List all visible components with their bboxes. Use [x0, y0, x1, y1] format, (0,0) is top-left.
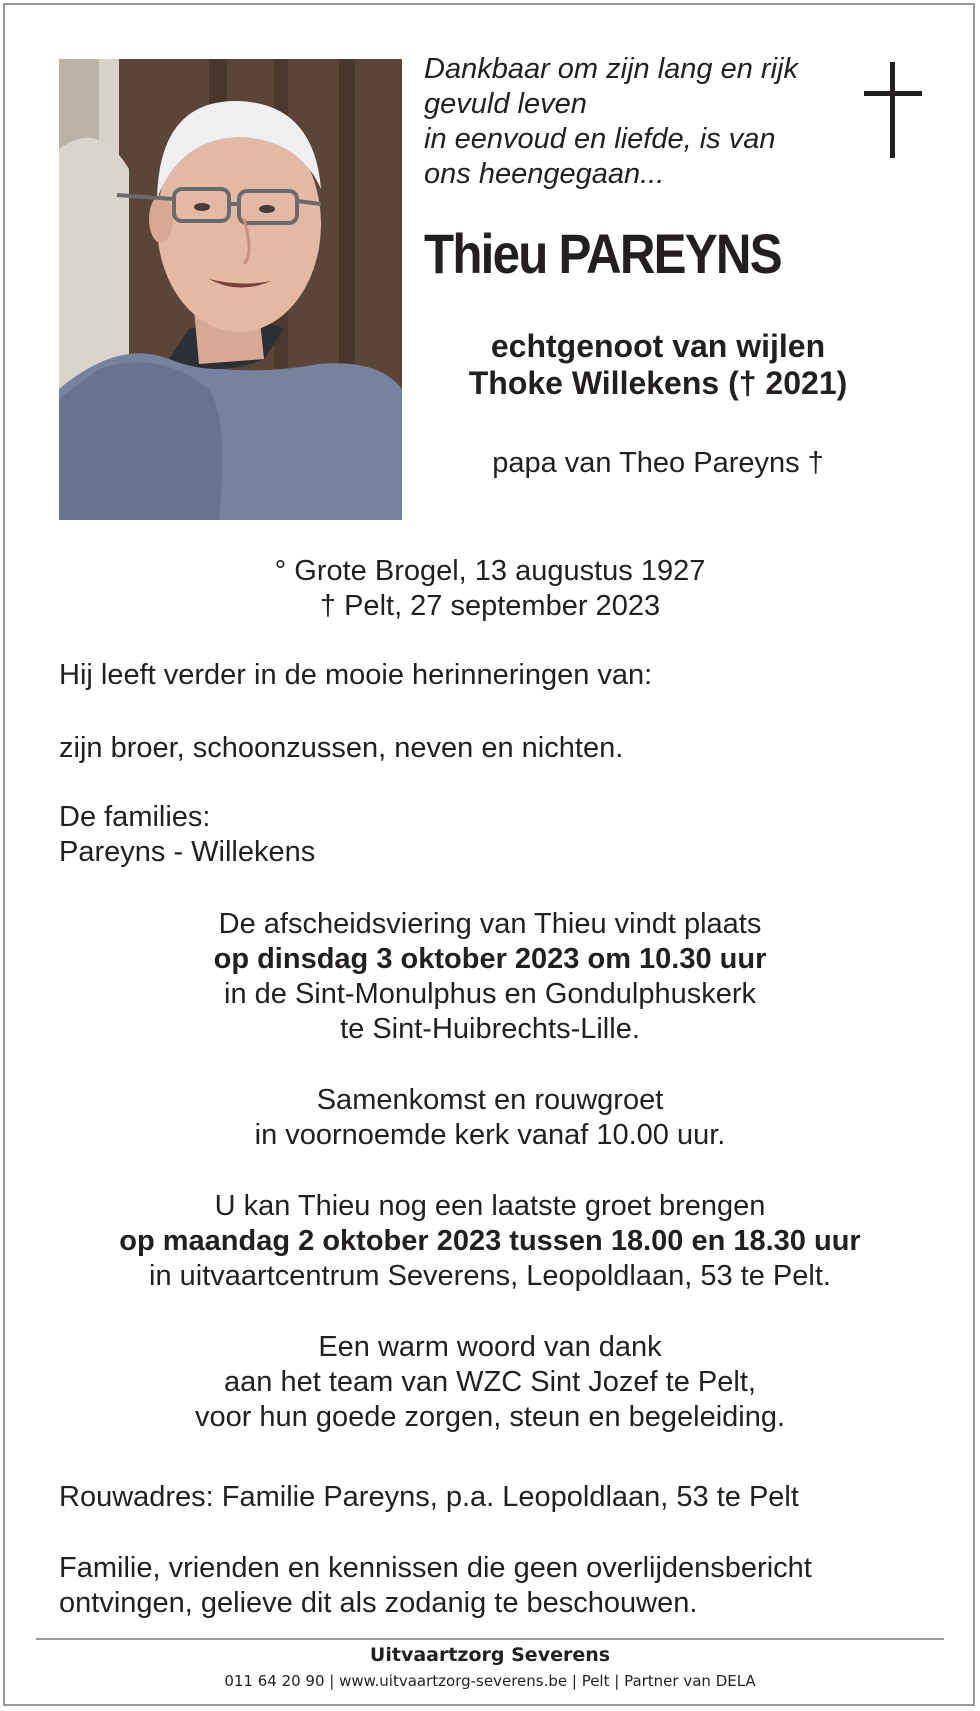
- notice-line: Familie, vrienden en kennissen die geen overlijdensbericht: [59, 1552, 812, 1584]
- families-label: De families:: [59, 801, 211, 833]
- gathering-line: in voornoemde kerk vanaf 10.00 uur.: [254, 1119, 726, 1151]
- life-dates: [0, 554, 980, 624]
- gathering-info: [0, 1083, 980, 1153]
- thanks-info: [0, 1330, 980, 1435]
- birth-date: ° Grote Brogel, 13 augustus 1927: [274, 555, 706, 587]
- latin-cross-icon: [864, 62, 922, 158]
- death-date: † Pelt, 27 september 2023: [319, 590, 661, 622]
- visit-line: in uitvaartcentrum Severens, Leopoldlaan, 53 te Pelt.: [149, 1260, 831, 1292]
- thanks-line: aan het team van WZC Sint Jozef te Pelt,: [224, 1366, 756, 1398]
- notice-line: ontvingen, gelieve dit als zodanig te beschouwen.: [59, 1587, 698, 1619]
- relatives: zijn broer, schoonzussen, neven en nichten.: [59, 732, 624, 764]
- visit-info: [0, 1189, 980, 1294]
- deceased-name: Thieu PAREYNS: [424, 222, 781, 285]
- visit-line: U kan Thieu nog een laatste groet brengen: [214, 1190, 766, 1222]
- spouse-line: echtgenoot van wijlen: [490, 328, 826, 364]
- families: [59, 800, 939, 870]
- families-names: Pareyns - Willekens: [59, 836, 316, 868]
- spouse-info: [424, 328, 892, 402]
- portrait-photo: [59, 59, 402, 520]
- funeral-line: in de Sint-Monulphus en Gondulphuskerk: [224, 978, 756, 1010]
- notice-text: [59, 1551, 939, 1621]
- intro-line: in eenvoud en liefde, is van: [424, 123, 776, 155]
- thanks-line: voor hun goede zorgen, steun en begeleiding.: [194, 1401, 786, 1433]
- funeral-line: te Sint-Huibrechts-Lille.: [340, 1013, 640, 1045]
- intro-line: Dankbaar om zijn lang en rijk: [424, 53, 798, 85]
- spouse-line: Thoke Willekens († 2021): [468, 365, 848, 401]
- footer-divider: [36, 1638, 944, 1640]
- mourning-address: Rouwadres: Familie Pareyns, p.a. Leopoldlaan, 53 te Pelt: [59, 1481, 799, 1513]
- intro-text: [424, 52, 844, 192]
- funeral-date: op dinsdag 3 oktober 2023 om 10.30 uur: [213, 943, 767, 975]
- thanks-line: Een warm woord van dank: [318, 1331, 662, 1363]
- funeral-info: [0, 907, 980, 1047]
- intro-line: ons heengegaan...: [424, 158, 665, 190]
- visit-date: op maandag 2 oktober 2023 tussen 18.00 en 18.30 uur: [119, 1225, 861, 1257]
- funeral-home-contact: 011 64 20 90 | www.uitvaartzorg-severens.be | Pelt | Partner van DELA: [224, 1672, 756, 1690]
- funeral-line: De afscheidsviering van Thieu vindt plaats: [218, 908, 762, 940]
- memories-intro: Hij leeft verder in de mooie herinneringen van:: [59, 659, 653, 691]
- funeral-home-name: Uitvaartzorg Severens: [369, 1644, 611, 1666]
- gathering-line: Samenkomst en rouwgroet: [316, 1084, 664, 1116]
- intro-line: gevuld leven: [424, 88, 587, 120]
- father-info: papa van Theo Pareyns †: [492, 447, 824, 479]
